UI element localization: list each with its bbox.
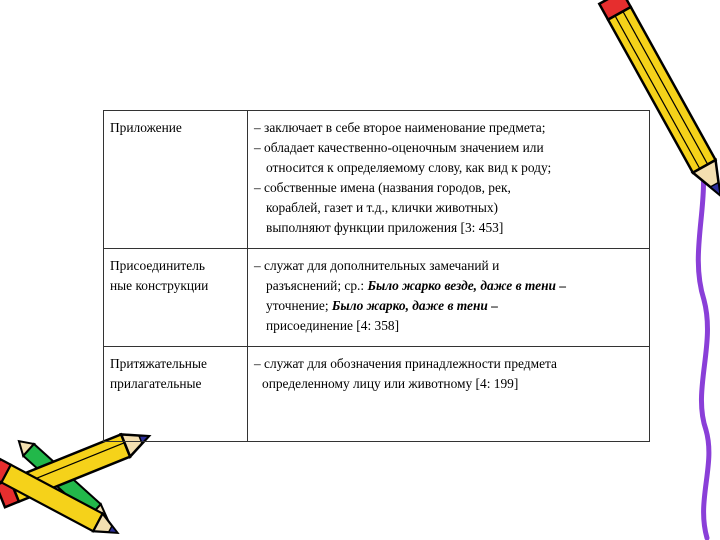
term-cell	[104, 111, 248, 249]
table-row	[104, 249, 650, 347]
description-cell	[248, 249, 650, 347]
description-line: выполняют функции приложения [3: 453]	[266, 220, 504, 235]
term-label: Присоединитель	[110, 258, 205, 273]
description-cell	[248, 347, 650, 442]
grammar-table	[103, 110, 650, 442]
description-text: уточнение;	[266, 298, 332, 313]
description-line: – заключает в себе второе наименование предмета;	[254, 120, 546, 135]
purple-squiggle-line	[698, 150, 709, 538]
term-label: прилагательные	[110, 376, 202, 391]
description-line: – собственные имена (названия городов, рек,	[254, 180, 511, 195]
description-line: присоединение [4: 358]	[266, 318, 400, 333]
description-line: – служат для обозначения принадлежности предмета	[254, 356, 557, 371]
term-cell	[104, 249, 248, 347]
term-label: Притяжательные	[110, 356, 207, 371]
table-row	[104, 111, 650, 249]
table-row	[104, 347, 650, 442]
description-line	[254, 276, 644, 296]
term-label: Приложение	[110, 120, 182, 135]
description-line: кораблей, газет и т.д., клички животных)	[266, 200, 499, 215]
description-text: разъяснений; ср.:	[266, 278, 368, 293]
description-line: – обладает качественно-оценочным значением или	[254, 140, 544, 155]
term-cell	[104, 347, 248, 442]
description-line: относится к определяемому слову, как вид к роду;	[266, 160, 552, 175]
description-line	[254, 296, 644, 316]
description-line: определенному лицу или животному [4: 199]	[262, 376, 519, 391]
crayon-bundle-icon	[0, 425, 153, 540]
description-line: – служат для дополнительных замечаний и	[254, 258, 500, 273]
example-text: Было жарко везде, даже в тени –	[367, 278, 567, 293]
description-cell	[248, 111, 650, 249]
example-text: Было жарко, даже в тени –	[331, 298, 498, 313]
term-label: ные конструкции	[110, 278, 209, 293]
